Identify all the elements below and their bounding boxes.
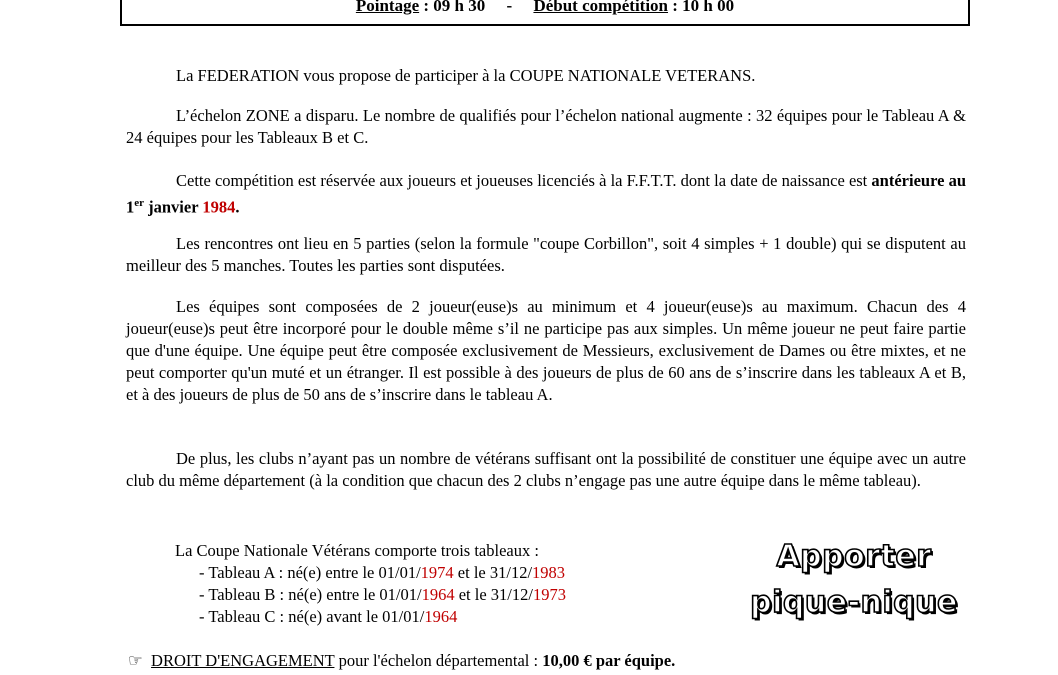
debut-value: : 10 h 00: [668, 0, 735, 15]
paragraph-zone: L’échelon ZONE a disparu. Le nombre de qualifiés pour l’échelon national augmente : 32 équipes pour le Tableau A & 24 équipes pour les Tableaux B et C.: [126, 106, 966, 147]
tableaux-list: [175, 540, 566, 628]
droit-label: DROIT D'ENGAGEMENT: [151, 651, 335, 670]
droit-amount: 10,00 € par équipe.: [542, 651, 676, 670]
eligibility-bold: antérieure au 1: [126, 171, 966, 217]
droit-text: pour l'échelon départemental :: [334, 651, 543, 670]
paragraph-equipes: Les équipes sont composées de 2 joueur(euse)s au minimum et 4 joueur(euse)s au maximum. Chacun des 4 joueur(euse)s peut être incorporé pour le double même s’il ne participe pas aux simples. Un même joueur ne peut faire partie que d'une équipe. Une équipe peut être composée exclusivement de Messieurs, exclusivement de Dames ou être mixtes, et ne peut comporter qu'un muté et un étranger. Il est possible à des joueurs de plus de 60 ans de s’inscrire dans les tableaux A et B, et à des joueurs de plus de 50 ans de s’inscrire dans le tableau A.: [126, 297, 966, 404]
tableaux-intro: La Coupe Nationale Vétérans comporte trois tableaux :: [175, 541, 539, 560]
eligibility-year: 1984: [202, 197, 236, 217]
paragraph-clubs: De plus, les clubs n’ayant pas un nombre de vétérans suffisant ont la possibilité de constituer une équipe avec un autre club du même département (à la condition que chacun des 2 clubs n’engage pas une autre équipe dans le même tableau).: [126, 449, 966, 490]
paragraph-eligibility: [126, 170, 966, 219]
callout-line2: pique-nique: [750, 585, 958, 620]
debut-label: Début compétition: [533, 0, 669, 15]
header-separator: -: [506, 0, 513, 15]
eligibility-end: .: [235, 197, 240, 217]
eligibility-bold2: janvier: [144, 197, 203, 217]
header-box: [120, 0, 970, 26]
tableau-b: - Tableau B : né(e) entre le 01/01/1964 et le 31/12/1973: [199, 585, 566, 604]
paragraph-rencontres: Les rencontres ont lieu en 5 parties (selon la formule "coupe Corbillon", soit 4 simples + 1 double) qui se disputent au meilleur des 5 manches. Toutes les parties sont disputées.: [126, 234, 966, 275]
header-schedule: [122, 0, 968, 16]
eligibility-text: Cette compétition est réservée aux joueurs et joueuses licenciés à la F.F.T.T. dont la date de naissance est: [176, 171, 872, 190]
paragraph-intro: La FEDERATION vous propose de participer à la COUPE NATIONALE VETERANS.: [176, 66, 756, 85]
eligibility-sup: er: [134, 197, 145, 209]
pointing-hand-icon: ☞: [128, 651, 143, 670]
tableau-a: - Tableau A : né(e) entre le 01/01/1974 et le 31/12/1983: [199, 563, 566, 582]
callout-line1: Apporter: [776, 539, 932, 574]
tableau-c: - Tableau C : né(e) avant le 01/01/1964: [199, 607, 458, 626]
pointage-label: Pointage: [355, 0, 420, 15]
pointage-value: : 09 h 30: [419, 0, 486, 15]
droit-engagement: [128, 650, 675, 672]
picnic-callout: [736, 534, 972, 626]
